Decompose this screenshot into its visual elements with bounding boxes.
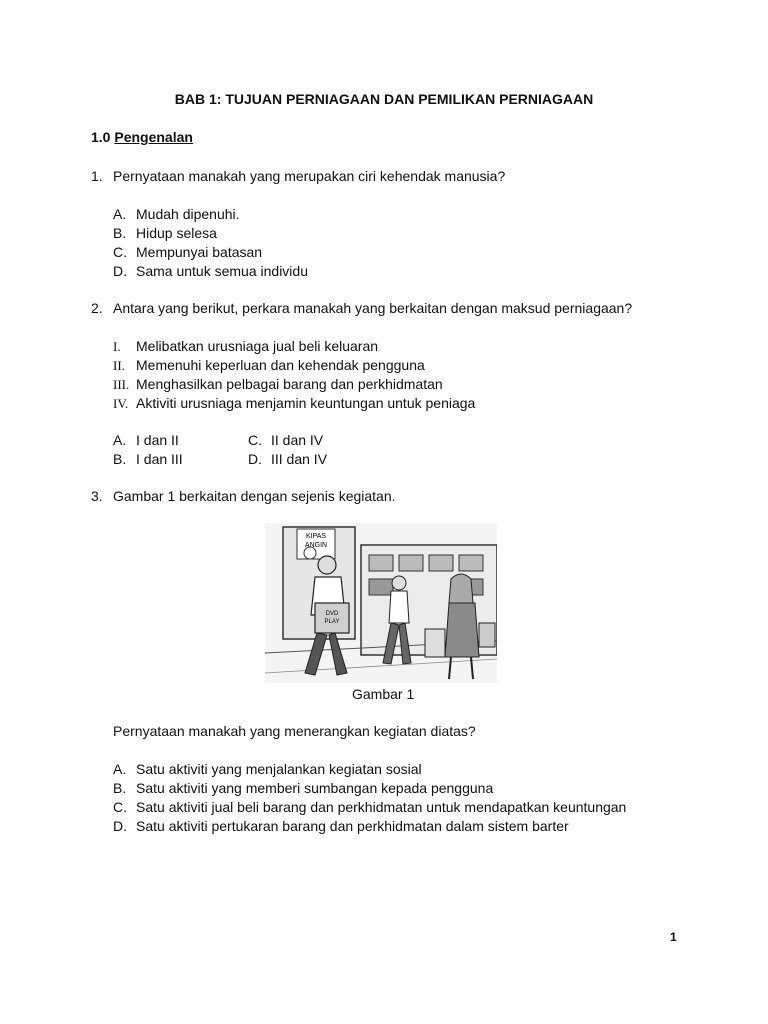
box-text-1: DVD — [325, 611, 339, 617]
question-3 — [91, 488, 396, 504]
question-1 — [91, 168, 505, 184]
shopping-illustration — [265, 523, 497, 683]
box-text-2: PLAY — [324, 619, 340, 625]
page-title: BAB 1: TUJUAN PERNIAGAAN DAN PEMILIKAN PERNIAGAAN — [174, 91, 594, 107]
q1-option-b: B. Hidup selesa — [113, 225, 217, 241]
question-number: 1. — [91, 168, 103, 184]
q3-option-b: B. Satu aktiviti yang memberi sumbangan kepada pengguna — [113, 780, 494, 796]
q1-option-d: D. Sama untuk semua individu — [113, 263, 308, 279]
section-number: 1.0 — [91, 129, 111, 145]
figure-caption: Gambar 1 — [352, 686, 415, 702]
section-label: Pengenalan — [114, 129, 193, 145]
q2-option-d: D. III dan IV — [248, 451, 328, 467]
question-text: Pernyataan manakah yang merupakan ciri kehendak manusia? — [113, 168, 506, 184]
q2-option-a: A. I dan II — [113, 432, 179, 448]
sign-text-2: ANGIN — [304, 542, 328, 549]
q2-statement-1: I. Melibatkan urusniaga jual beli keluaran — [113, 338, 379, 354]
q3-option-d: D. Satu aktiviti pertukaran barang dan perkhidmatan dalam sistem barter — [113, 818, 569, 834]
question-number: 2. — [91, 300, 103, 316]
question-text: Antara yang berikut, perkara manakah yang berkaitan dengan maksud perniagaan? — [113, 300, 633, 316]
q2-statement-2: II. Memenuhi keperluan dan kehendak pengguna — [113, 357, 425, 373]
q2-option-b: B. I dan III — [113, 451, 183, 467]
q3-option-c: C. Satu aktiviti jual beli barang dan perkhidmatan untuk mendapatkan keuntungan — [113, 799, 627, 815]
sign-text-1: KIPAS — [305, 533, 327, 540]
page-number: 1 — [670, 930, 677, 944]
q3-option-a: A. Satu aktiviti yang menjalankan kegiatan sosial — [113, 761, 422, 777]
question-text: Gambar 1 berkaitan dengan sejenis kegiatan. — [113, 488, 396, 504]
q1-option-c: C. Mempunyai batasan — [113, 244, 263, 260]
q2-option-c: C. II dan IV — [248, 432, 324, 448]
q1-option-a: A. Mudah dipenuhi. — [113, 206, 240, 222]
question-2 — [91, 300, 632, 316]
q3-prompt: Pernyataan manakah yang menerangkan kegiatan diatas? — [113, 723, 476, 739]
section-heading — [91, 129, 193, 145]
question-number: 3. — [91, 488, 103, 504]
q2-statement-3: III. Menghasilkan pelbagai barang dan perkhidmatan — [113, 376, 443, 392]
q2-statement-4: IV. Aktiviti urusniaga menjamin keuntungan untuk peniaga — [113, 395, 476, 411]
